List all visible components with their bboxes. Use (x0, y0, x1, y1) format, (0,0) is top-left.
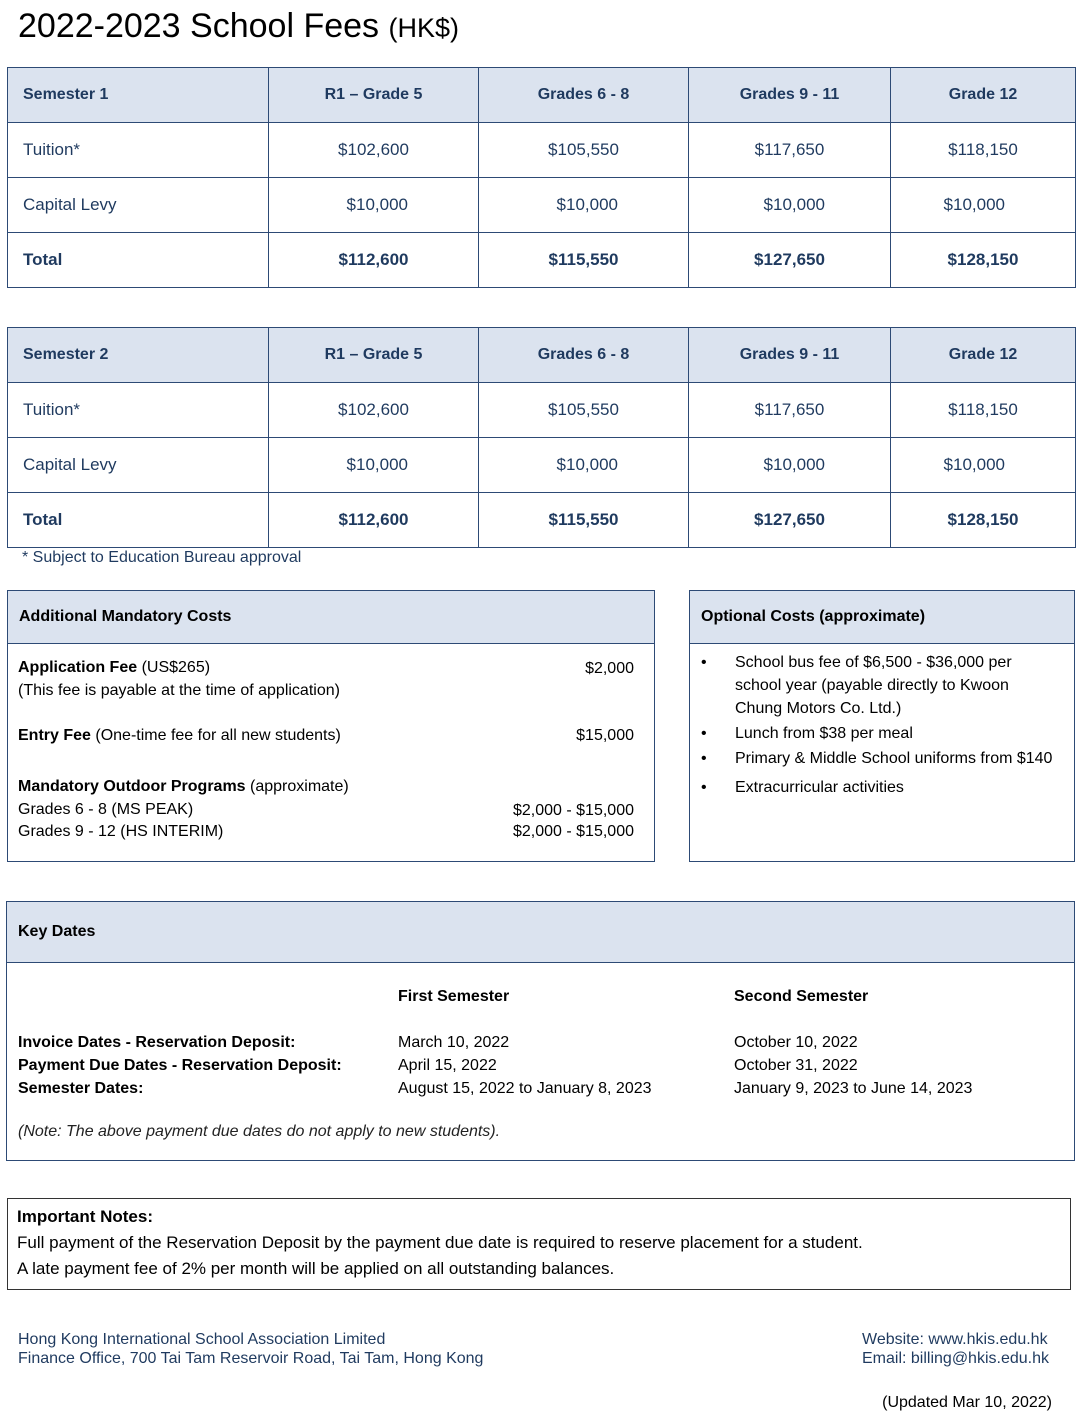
important-notes-box (7, 1198, 1071, 1290)
application-fee-amount: $2,000 (585, 660, 634, 677)
mandatory-costs-box (7, 590, 655, 862)
column-header: Grades 9 - 11 (689, 328, 891, 383)
invoice-dates-label: Invoice Dates - Reservation Deposit: (18, 1034, 296, 1051)
page-title: 2022-2023 School Fees (HK$) (18, 7, 460, 45)
semester-1-fee-table (7, 67, 1076, 288)
table-cell: $10,000 (479, 178, 689, 233)
list-item: • Extracurricular activities (690, 776, 1055, 799)
table-row (8, 383, 1076, 438)
table-cell: $10,000 (891, 438, 1076, 493)
key-dates-note: (Note: The above payment due dates do not apply to new students). (18, 1123, 501, 1140)
entry-fee-amount: $15,000 (576, 727, 634, 744)
table-header-row (8, 68, 1076, 123)
column-header: Grades 6 - 8 (479, 68, 689, 123)
column-header: Grade 12 (891, 328, 1076, 383)
outdoor-programs-label: Mandatory Outdoor Programs (approximate) (18, 778, 349, 795)
key-dates-box (6, 901, 1075, 1161)
table-header-row (8, 328, 1076, 383)
table-cell: $10,000 (689, 178, 891, 233)
table-row (8, 438, 1076, 493)
table-cell: $128,150 (891, 493, 1076, 548)
key-dates-heading: Key Dates (7, 902, 1074, 963)
table-cell: $117,650 (689, 383, 891, 438)
table-cell: $10,000 (269, 178, 479, 233)
email-link[interactable]: Email: billing@hkis.edu.hk (862, 1350, 1049, 1367)
table-cell: $10,000 (891, 178, 1076, 233)
ms-peak-label: Grades 6 - 8 (MS PEAK) (18, 801, 194, 818)
hs-interim-amount: $2,000 - $15,000 (513, 823, 634, 840)
bullet-icon: • (701, 779, 707, 796)
table-cell: $115,550 (479, 493, 689, 548)
table-cell: $118,150 (891, 123, 1076, 178)
payment-due-dates-label: Payment Due Dates - Reservation Deposit: (18, 1057, 342, 1074)
optional-costs-heading: Optional Costs (approximate) (690, 591, 1074, 644)
semester-2-fee-table (7, 327, 1076, 548)
list-item: • Lunch from $38 per meal (690, 722, 1055, 745)
table-row (8, 123, 1076, 178)
table-cell: $127,650 (689, 493, 891, 548)
table-cell: $105,550 (479, 383, 689, 438)
column-header: Grades 6 - 8 (479, 328, 689, 383)
row-label: Capital Levy (8, 438, 269, 493)
semester-dates-label: Semester Dates: (18, 1080, 144, 1097)
column-header: Semester 1 (8, 68, 269, 123)
table-row (8, 178, 1076, 233)
table-cell: $10,000 (479, 438, 689, 493)
total-row (8, 233, 1076, 288)
table-cell: $112,600 (269, 233, 479, 288)
column-header: Semester 2 (8, 328, 269, 383)
first-invoice-date: March 10, 2022 (398, 1034, 510, 1051)
column-header: Grade 12 (891, 68, 1076, 123)
footer-organization (18, 1330, 483, 1368)
table-cell: $105,550 (479, 123, 689, 178)
first-semester-heading: First Semester (398, 988, 510, 1005)
approval-footnote: * Subject to Education Bureau approval (22, 549, 302, 566)
row-label: Tuition* (8, 383, 269, 438)
bullet-icon: • (701, 750, 707, 767)
total-row (8, 493, 1076, 548)
application-fee-label: Application Fee (US$265) (18, 659, 211, 676)
row-label: Capital Levy (8, 178, 269, 233)
entry-fee-label: Entry Fee (One-time fee for all new students) (18, 727, 341, 744)
bullet-icon: • (701, 725, 707, 742)
table-cell: $10,000 (269, 438, 479, 493)
first-semester-dates: August 15, 2022 to January 8, 2023 (398, 1080, 652, 1097)
table-cell: $118,150 (891, 383, 1076, 438)
first-payment-due-date: April 15, 2022 (398, 1057, 497, 1074)
second-semester-dates: January 9, 2023 to June 14, 2023 (734, 1080, 973, 1097)
table-cell: $128,150 (891, 233, 1076, 288)
row-label: Tuition* (8, 123, 269, 178)
website-link[interactable]: Website: www.hkis.edu.hk (862, 1331, 1048, 1348)
row-label: Total (8, 233, 269, 288)
mandatory-costs-heading: Additional Mandatory Costs (8, 591, 654, 644)
table-cell: $115,550 (479, 233, 689, 288)
footer-contact (862, 1330, 1049, 1368)
ms-peak-amount: $2,000 - $15,000 (513, 802, 634, 819)
table-cell: $127,650 (689, 233, 891, 288)
row-label: Total (8, 493, 269, 548)
table-cell: $102,600 (269, 383, 479, 438)
important-note-line: A late payment fee of 2% per month will be applied on all outstanding balances. (17, 1259, 615, 1278)
list-item: • School bus fee of $6,500 - $36,000 per school year (payable directly to Kwoon Chung Motors Co. Ltd.) (690, 651, 1055, 720)
column-header: R1 – Grade 5 (269, 328, 479, 383)
table-cell: $112,600 (269, 493, 479, 548)
second-semester-heading: Second Semester (734, 988, 869, 1005)
column-header: R1 – Grade 5 (269, 68, 479, 123)
important-note-line: Full payment of the Reservation Deposit by the payment due date is required to reserve placement for a student. (17, 1233, 863, 1252)
optional-costs-box (689, 590, 1075, 862)
optional-costs-list (690, 651, 1055, 801)
table-cell: $117,650 (689, 123, 891, 178)
organization-address: Finance Office, 700 Tai Tam Reservoir Road, Tai Tam, Hong Kong (18, 1350, 484, 1367)
table-cell: $10,000 (689, 438, 891, 493)
updated-date: (Updated Mar 10, 2022) (882, 1394, 1052, 1411)
table-cell: $102,600 (269, 123, 479, 178)
hs-interim-label: Grades 9 - 12 (HS INTERIM) (18, 823, 224, 840)
list-item: • Primary & Middle School uniforms from $140 (690, 747, 1055, 770)
second-invoice-date: October 10, 2022 (734, 1034, 858, 1051)
organization-name: Hong Kong International School Association Limited (18, 1331, 386, 1348)
second-payment-due-date: October 31, 2022 (734, 1057, 858, 1074)
important-notes-heading: Important Notes: (17, 1207, 153, 1226)
application-fee-note: (This fee is payable at the time of application) (18, 682, 340, 699)
bullet-icon: • (701, 654, 707, 671)
column-header: Grades 9 - 11 (689, 68, 891, 123)
